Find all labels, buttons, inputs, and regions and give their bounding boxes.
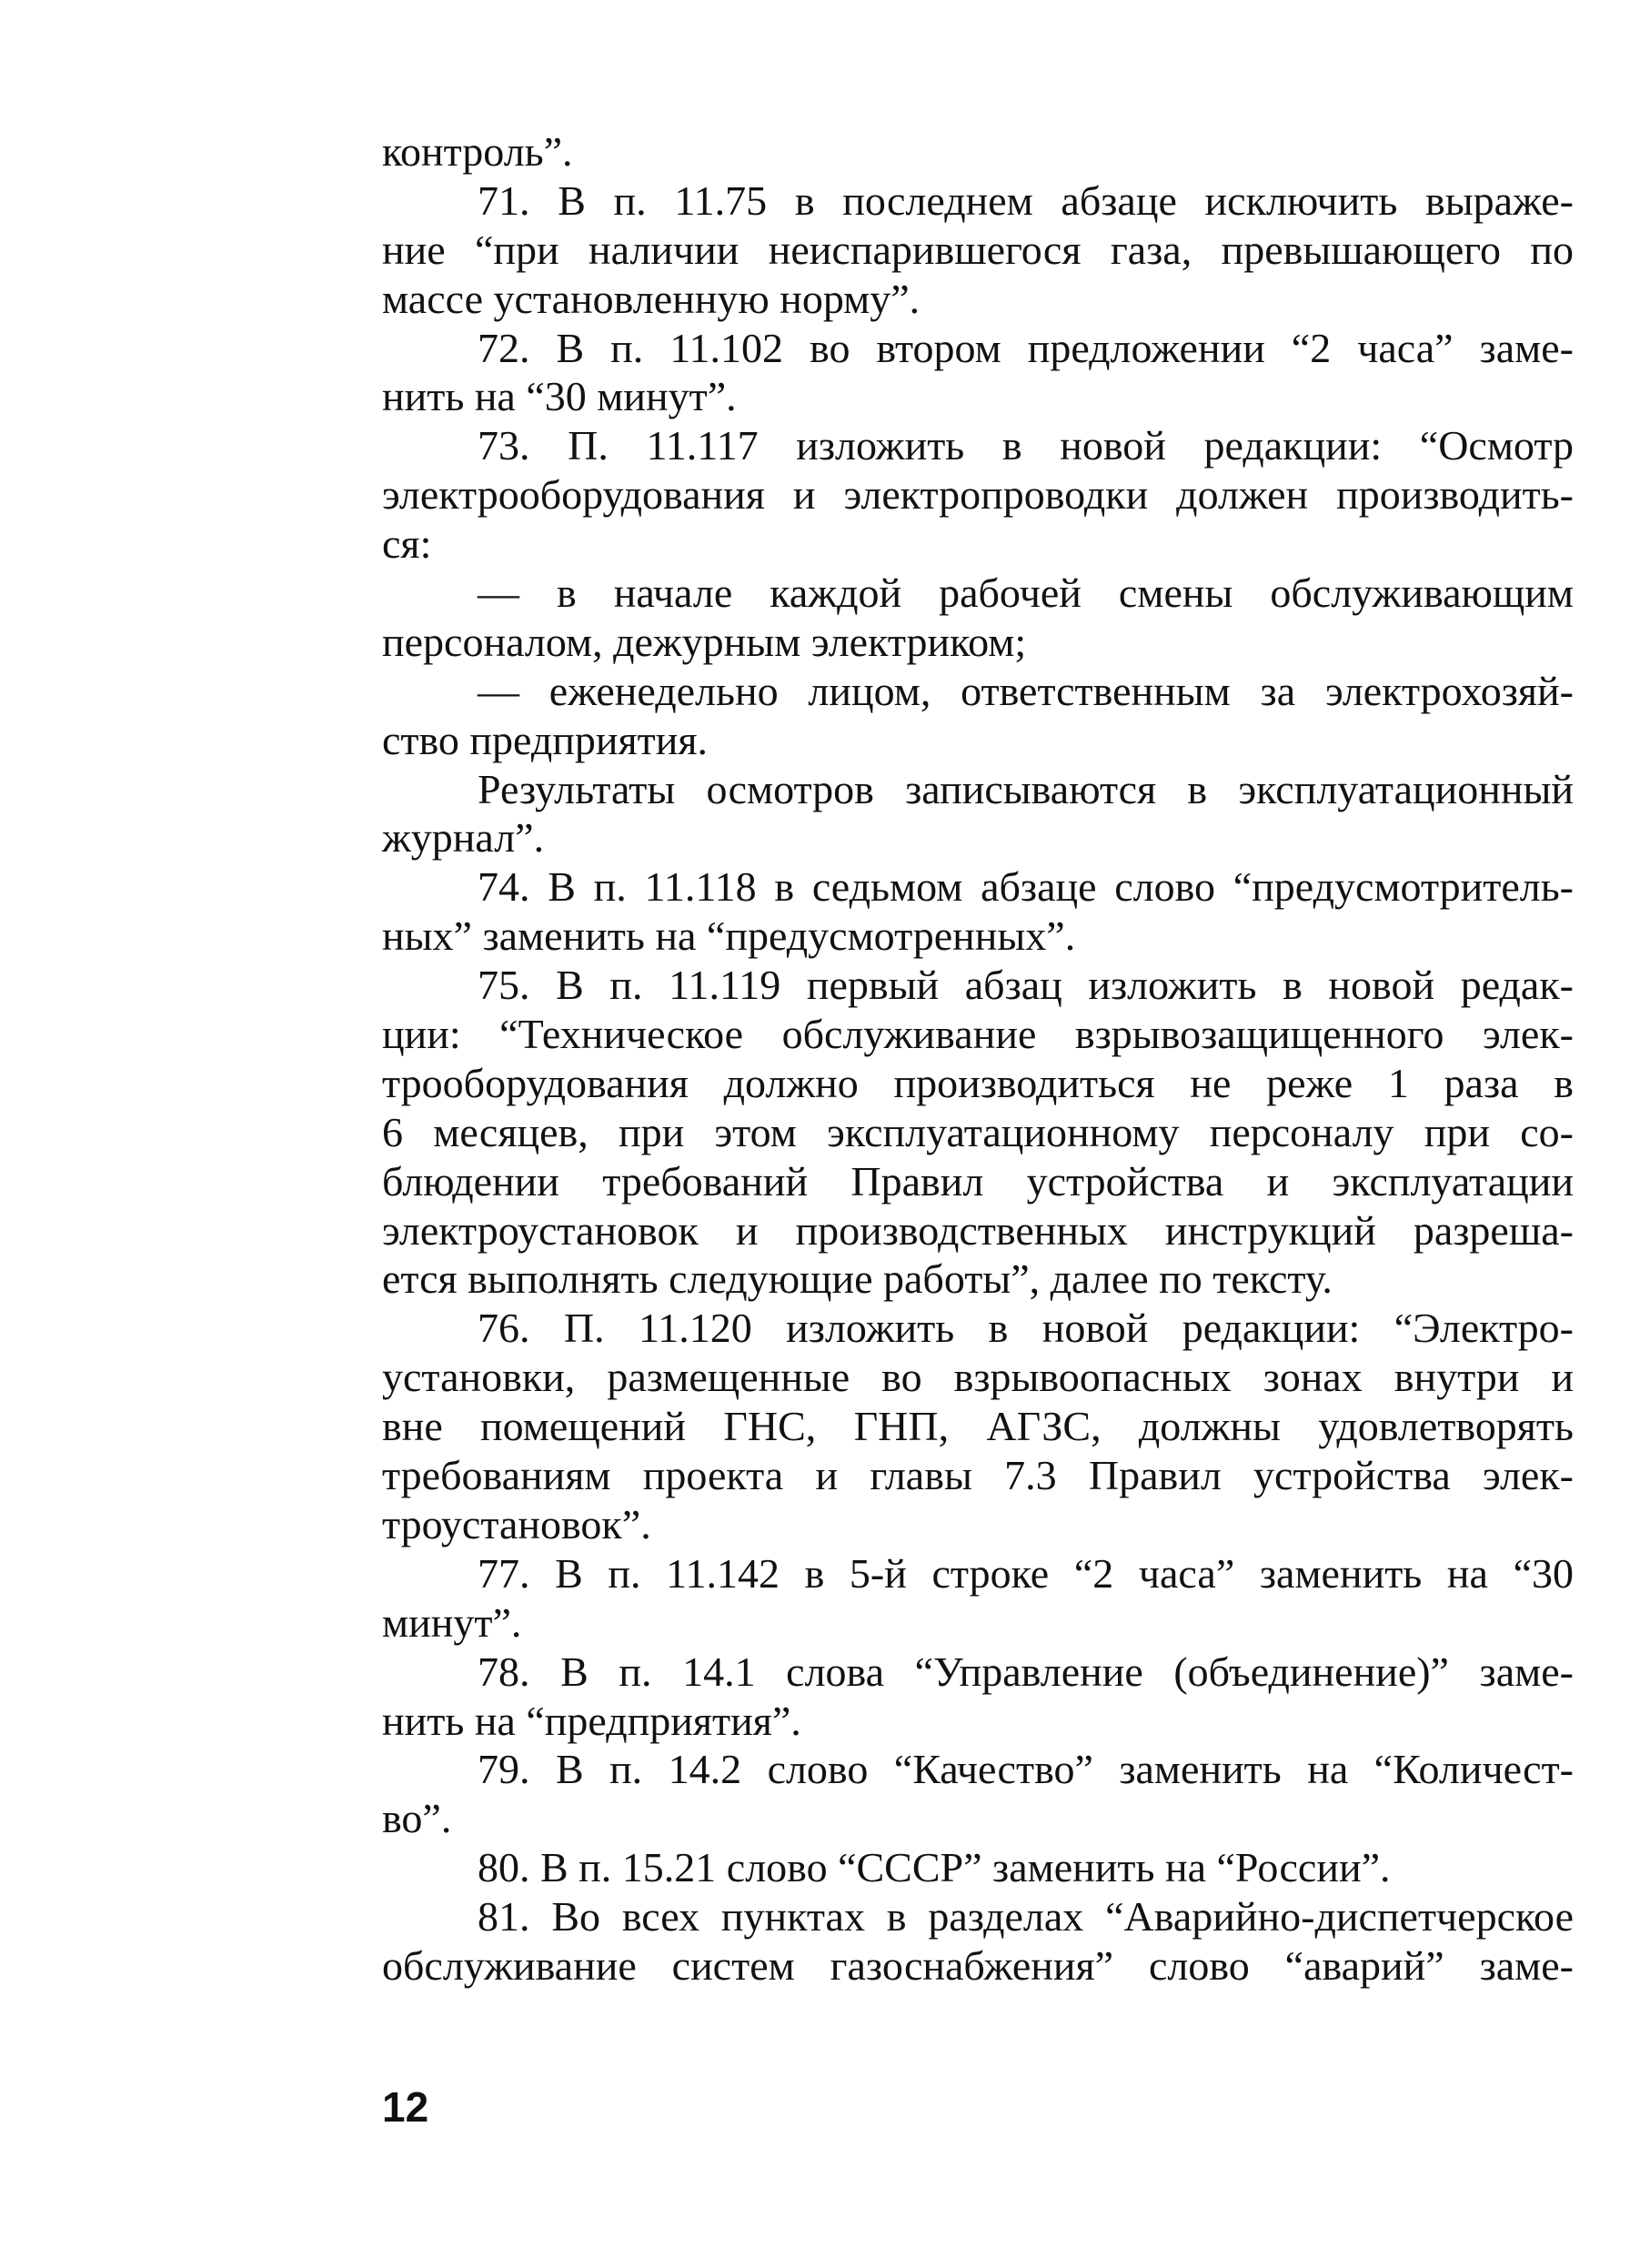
text-line: персоналом, дежурным электриком; bbox=[382, 618, 1027, 665]
text-line: Результаты осмотров записываются в эксплуатационный bbox=[478, 765, 1574, 812]
text-line: 6 месяцев, при этом эксплуатационному персоналу при со- bbox=[382, 1108, 1574, 1155]
text-line: 78. В п. 14.1 слова “Управление (объединение)” заме- bbox=[478, 1648, 1574, 1695]
text-line: нить на “предприятия”. bbox=[382, 1697, 801, 1744]
text-line: вне помещений ГНС, ГНП, АГЗС, должны удовлетворять bbox=[382, 1403, 1574, 1450]
text-line: ство предприятия. bbox=[382, 716, 709, 763]
page-number: 12 bbox=[382, 2083, 429, 2131]
text-line: 74. В п. 11.118 в седьмом абзаце слово “предусмотритель- bbox=[478, 863, 1574, 911]
text-line: ние “при наличии неиспарившегося газа, превышающего по bbox=[382, 226, 1574, 273]
text-line: нить на “30 минут”. bbox=[382, 373, 737, 420]
text-line: минут”. bbox=[382, 1598, 522, 1646]
text-line: электрооборудования и электропроводки должен производить- bbox=[382, 471, 1574, 519]
text-line: массе установленную норму”. bbox=[382, 275, 921, 322]
text-line: требованиям проекта и главы 7.3 Правил устройства элек- bbox=[382, 1452, 1574, 1499]
body-text bbox=[382, 127, 1574, 1991]
text-line: журнал”. bbox=[382, 814, 545, 862]
text-line: во”. bbox=[382, 1795, 452, 1842]
text-line: ется выполнять следующие работы”, далее по тексту. bbox=[382, 1255, 1333, 1303]
text-line: 77. В п. 11.142 в 5-й строке “2 часа” заменить на “30 bbox=[478, 1549, 1574, 1597]
text-line: трооборудования должно производиться не реже 1 раза в bbox=[382, 1059, 1574, 1106]
text-line: 72. В п. 11.102 во втором предложении “2 часа” заме- bbox=[478, 324, 1574, 371]
text-line: блюдении требований Правил устройства и эксплуатации bbox=[382, 1157, 1574, 1205]
text-line: контроль”. bbox=[382, 128, 573, 175]
text-line: 73. П. 11.117 изложить в новой редакции: “Осмотр bbox=[478, 422, 1574, 469]
text-line: 79. В п. 14.2 слово “Качество” заменить на “Количест- bbox=[478, 1746, 1574, 1793]
text-line: — в начале каждой рабочей смены обслуживающим bbox=[478, 570, 1574, 617]
text-line: 76. П. 11.120 изложить в новой редакции: “Электро- bbox=[478, 1305, 1574, 1352]
text-line: 75. В п. 11.119 первый абзац изложить в новой редак- bbox=[478, 962, 1574, 1009]
text-line: — еженедельно лицом, ответственным за электрохозяй- bbox=[478, 667, 1574, 714]
text-line: электроустановок и производственных инструкций разреша- bbox=[382, 1206, 1574, 1254]
text-line: ся: bbox=[382, 520, 432, 568]
text-line: 81. Во всех пунктах в разделах “Аварийно-диспетчерское bbox=[478, 1893, 1574, 1940]
text-line: ных” заменить на “предусмотренных”. bbox=[382, 912, 1076, 960]
text-line: установки, размещенные во взрывоопасных зонах внутри и bbox=[382, 1354, 1574, 1401]
text-line: троустановок”. bbox=[382, 1500, 651, 1547]
text-line: 80. В п. 15.21 слово “СССР” заменить на “России”. bbox=[478, 1844, 1391, 1891]
text-line: 71. В п. 11.75 в последнем абзаце исключить выраже- bbox=[478, 176, 1574, 224]
text-line: обслуживание систем газоснабжения” слово “аварий” заме- bbox=[382, 1941, 1574, 1989]
text-line: ции: “Техническое обслуживание взрывозащищенного элек- bbox=[382, 1011, 1574, 1058]
